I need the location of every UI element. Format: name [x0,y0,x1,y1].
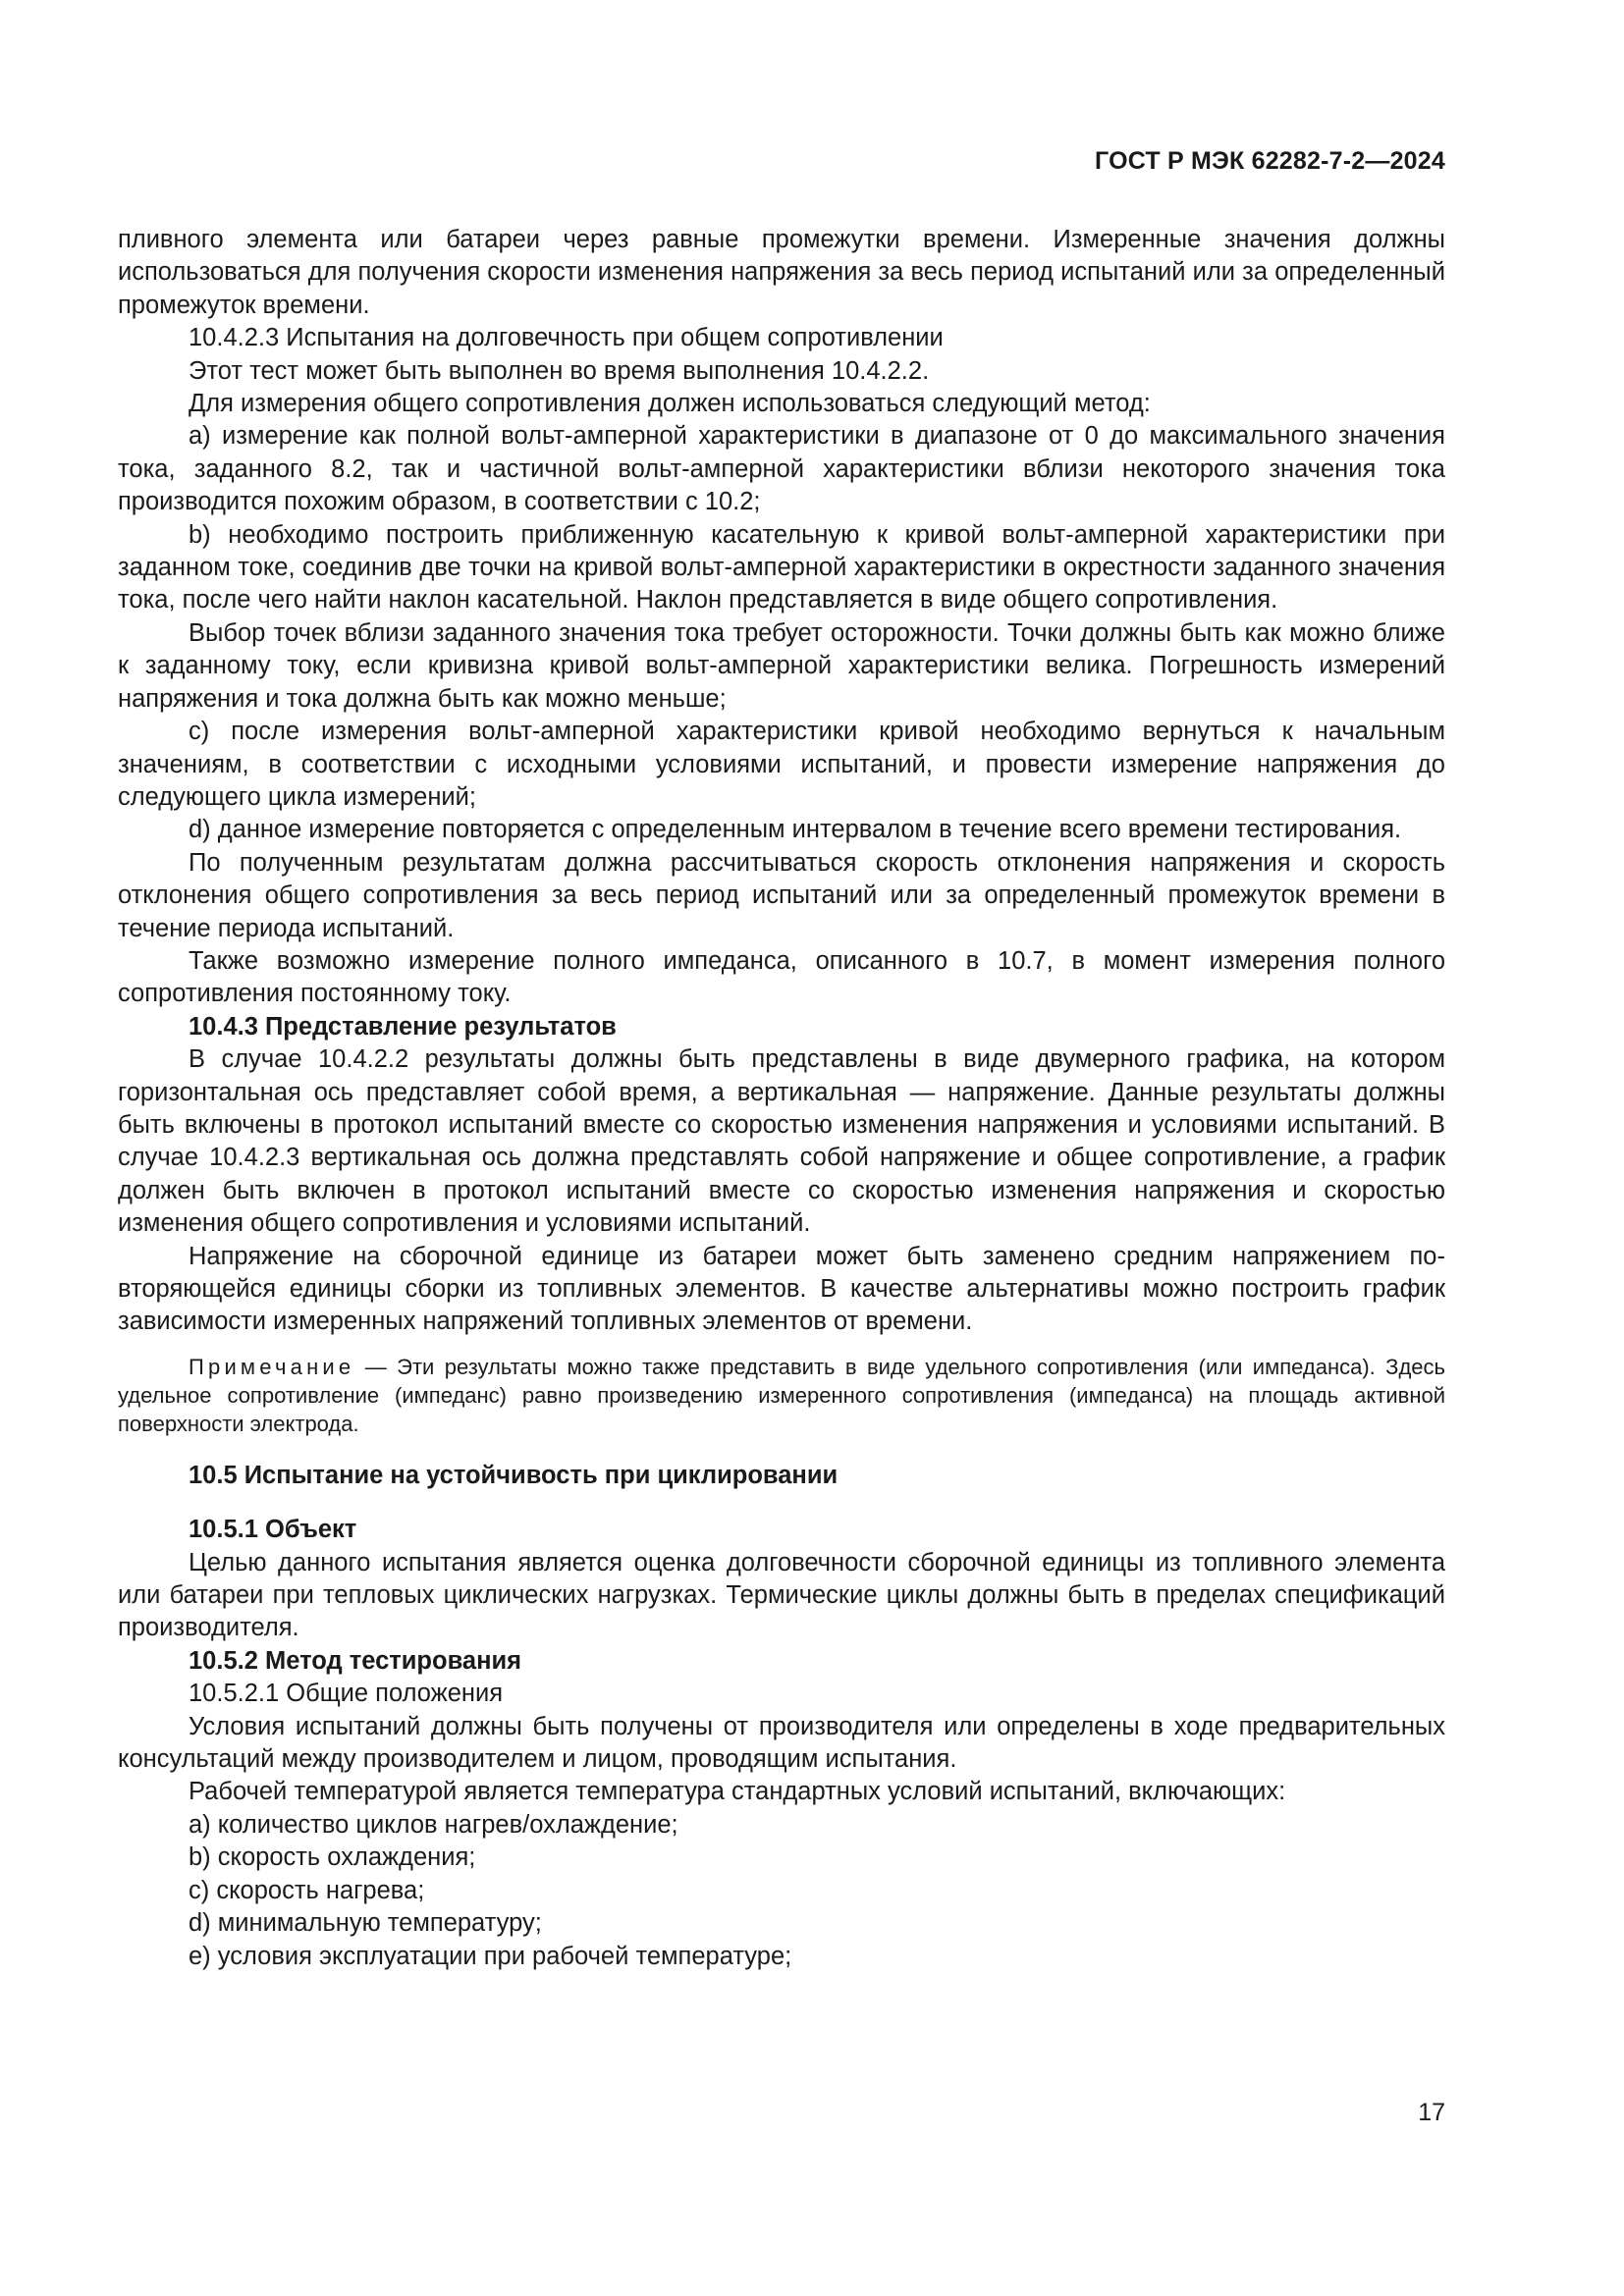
document-id-header: ГОСТ Р МЭК 62282-7-2—2024 [1095,147,1445,175]
clause-heading: 10.5.2.1 Общие положения [189,1680,504,1708]
list-item: e) условия эксплуатации при рабочей температуре; [189,1942,792,1970]
list-item: b) необходимо построить приближенную касательную к кривой вольт-амперной характеристики при заданном токе, соединив две точки на кривой вольт-амперной характеристики в окрестности заданного значения тока, после чего найти наклон касательной. Наклон представляется в виде общего сопротивления. [118,520,1445,614]
list-item: a) количество циклов нагрев/охлаждение; [189,1810,678,1839]
paragraph: Также возможно измерение полного импеданса, описанного в 10.7, в момент измерения полного сопротивления постоянному току. [118,946,1445,1008]
paragraph: Напряжение на сборочной единице из батареи может быть заменено средним напряжением повторяющейся единицы сборки из топливных элементов. В качестве альтернативы можно построить график зависимости измеренных напряжений топливных элементов от времени. [118,1242,1445,1336]
document-body [118,224,1445,1973]
list-item: a) измерение как полной вольт-амперной характеристики в диапазоне от 0 до максимального значения тока, заданного 8.2, так и частичной вольт-амперной характеристики вблизи некоторого значения тока производится похожим образом, в соответствии с 10.2; [118,422,1445,516]
list-item: d) данное измерение повторяется с определенным интервалом в течение всего времени тестирования. [189,816,1402,844]
paragraph: пливного элемента или батареи через равные промежутки времени. Измеренные значения должны использоваться для получения скорости изменения напряжения за весь период испытаний или за определенный промежуток времени. [118,226,1445,319]
paragraph: Этот тест может быть выполнен во время выполнения 10.4.2.2. [189,356,930,385]
paragraph: Рабочей температурой является температура стандартных условий испытаний, включающих: [189,1778,1286,1806]
section-heading: 10.5.2 Метод тестирования [189,1646,522,1675]
paragraph: По полученным результатам должна рассчитываться скорость отклонения напряжения и скорость отклонения общего сопротивления за весь период испытаний или за определенный промежуток времени в течение периода испытаний. [118,848,1445,942]
list-item: c) после измерения вольт-амперной характеристики кривой необходимо вернуться к начальным значениям, в соответствии с исходными условиями испытаний, и провести измерение напряжения до следующего цикла измерений; [118,718,1445,811]
paragraph: Для измерения общего сопротивления должен использоваться следующий метод: [189,390,1151,418]
list-item: d) минимальную температуру; [189,1909,542,1938]
section-heading: 10.5.1 Объект [189,1516,357,1544]
paragraph: Условия испытаний должны быть получены от производителя или определены в ходе предварительных консультаций между производителем и лицом, проводящим испытания. [118,1712,1445,1774]
list-item: c) скорость нагрева; [189,1876,425,1904]
paragraph: Целью данного испытания является оценка долговечности сборочной единицы из топливного элемента или батареи при тепловых циклических нагрузках. Термические циклы должны быть в пределах спецификаций производителя. [118,1548,1445,1642]
note-label: Примечание [189,1354,355,1379]
clause-heading: 10.4.2.3 Испытания на долговечность при общем сопротивлении [189,324,944,352]
section-heading: 10.5 Испытание на устойчивость при циклировании [189,1461,839,1489]
section-heading: 10.4.3 Представление результатов [189,1012,617,1041]
paragraph: Выбор точек вблизи заданного значения тока требует осторожности. Точки должны быть как можно ближе к заданному току, если кривизна кривой вольт-амперной характеристики велика. Погрешность измерений напряжения и тока должна быть как можно меньше; [118,618,1445,713]
note [118,1353,1445,1438]
page-number: 17 [1418,2099,1445,2126]
paragraph: В случае 10.4.2.2 результаты должны быть представлены в виде двумерного графика, на котором горизонтальная ось представляет собой время, а вертикальная — напряжение. Данные результаты должны быть включены в протокол испытаний вместе со скоростью изменения напряжения и условиями испытаний. В случае 10.4.2.3 вертикальная ось должна представлять собой напряжение и общее сопротивление, а график должен быть включен в протокол испытаний вместе со скоростью изменения напряжения и скоростью изменения общего сопротивления и условиями испытаний. [118,1045,1445,1238]
note-text: — Эти результаты можно также представить в виде удельного сопротивления (или импеданса). Здесь удельное сопротивление (импеданс) равно произведению измеренного сопротивления (импеданса) на площадь активной поверхности электрода. [118,1354,1445,1436]
list-item: b) скорость охлаждения; [189,1843,476,1872]
